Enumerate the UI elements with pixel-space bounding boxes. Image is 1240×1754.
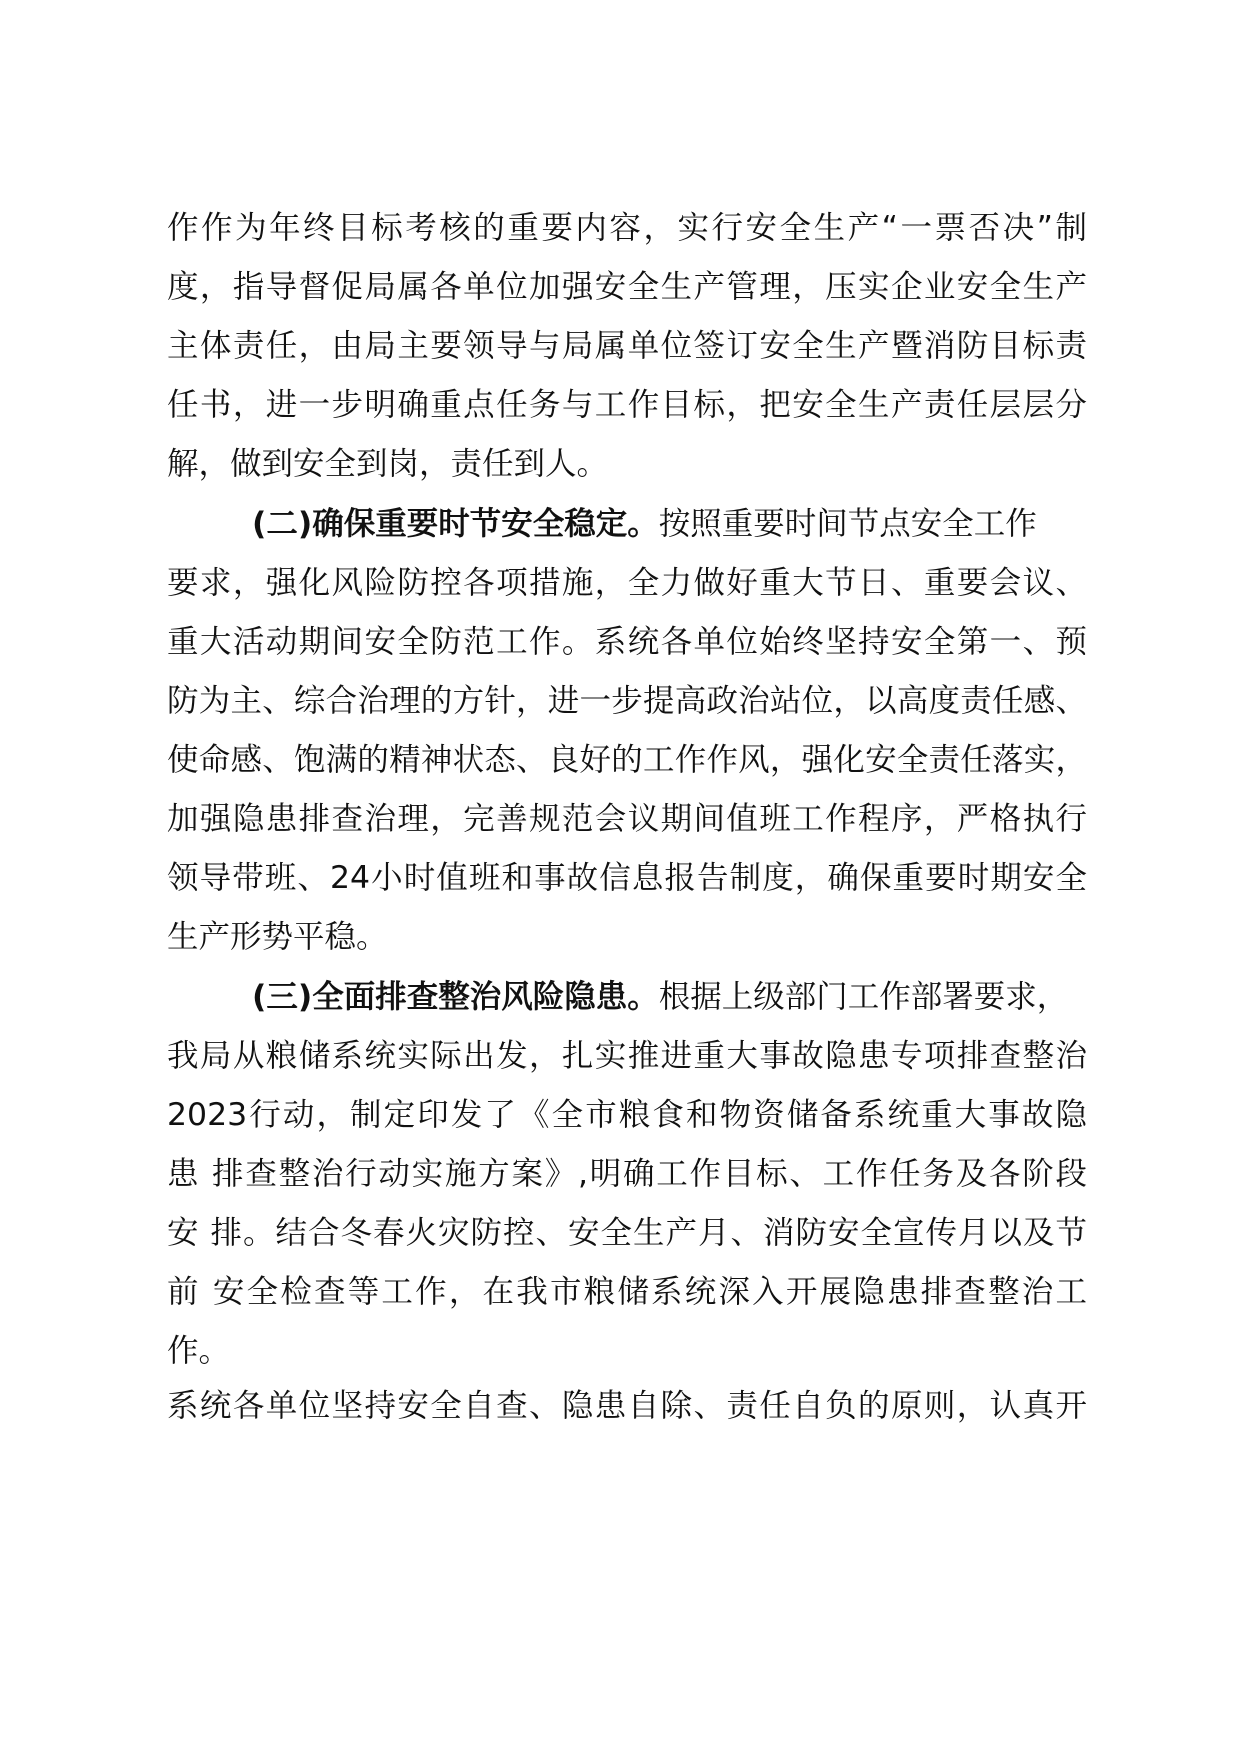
paragraph-1-line-1: 作作为年终目标考核的重要内容，实行安全生产“一票否决”制 bbox=[167, 210, 1087, 246]
paragraph-2-line-6: 加强隐患排查治理，完善规范会议期间值班工作程序，严格执行 bbox=[167, 801, 1087, 837]
paragraph-3-first-line-text: 根据上级部门工作部署要求， bbox=[658, 979, 1069, 1015]
paragraph-4-line-1: 系统各单位坚持安全自查、隐患自除、责任自负的原则，认真开 bbox=[167, 1388, 1087, 1424]
paragraph-2-line-5: 使命感、饱满的精神状态、良好的工作作风，强化安全责任落实， bbox=[167, 742, 1087, 778]
paragraph-2-heading: (二)确保重要时节安全稳定。 bbox=[252, 506, 659, 542]
paragraph-2-first-line bbox=[252, 496, 1087, 552]
paragraph-3-heading: (三)全面排查整治风险隐患。 bbox=[252, 979, 659, 1015]
paragraph-1-line-3: 主体责任，由局主要领导与局属单位签订安全生产暨消防目标责 bbox=[167, 328, 1087, 364]
paragraph-3-first-line bbox=[252, 969, 1087, 1025]
paragraph-3-line-2: 我局从粮储系统实际出发，扎实推进重大事故隐患专项排查整治 bbox=[167, 1038, 1087, 1074]
paragraph-3-line-4: 患 排查整治行动实施方案》,明确工作目标、工作任务及各阶段 bbox=[167, 1156, 1087, 1192]
paragraph-2-line-3: 重大活动期间安全防范工作。系统各单位始终坚持安全第一、预 bbox=[167, 624, 1087, 660]
paragraph-3-line-3: 2023行动，制定印发了《全市粮食和物资储备系统重大事故隐 bbox=[167, 1097, 1087, 1133]
paragraph-2-first-line-text: 按照重要时间节点安全工作 bbox=[658, 506, 1037, 542]
paragraph-1-line-5: 解，做到安全到岗，责任到人。 bbox=[167, 446, 609, 482]
paragraph-3-line-6: 前 安全检查等工作，在我市粮储系统深入开展隐患排查整治工 bbox=[167, 1274, 1087, 1310]
paragraph-3-line-5: 安 排。结合冬春火灾防控、安全生产月、消防安全宣传月以及节 bbox=[167, 1215, 1087, 1251]
paragraph-2-line-8: 生产形势平稳。 bbox=[167, 919, 388, 955]
paragraph-2-line-2: 要求，强化风险防控各项措施，全力做好重大节日、重要会议、 bbox=[167, 565, 1087, 601]
paragraph-2-line-7: 领导带班、24小时值班和事故信息报告制度，确保重要时期安全 bbox=[167, 860, 1087, 896]
paragraph-1-line-2: 度，指导督促局属各单位加强安全生产管理，压实企业安全生产 bbox=[167, 269, 1087, 305]
paragraph-3-line-7: 作。 bbox=[167, 1333, 231, 1369]
paragraph-2-line-4: 防为主、综合治理的方针，进一步提高政治站位，以高度责任感、 bbox=[167, 683, 1087, 719]
paragraph-1-line-4: 任书，进一步明确重点任务与工作目标，把安全生产责任层层分 bbox=[167, 387, 1087, 423]
